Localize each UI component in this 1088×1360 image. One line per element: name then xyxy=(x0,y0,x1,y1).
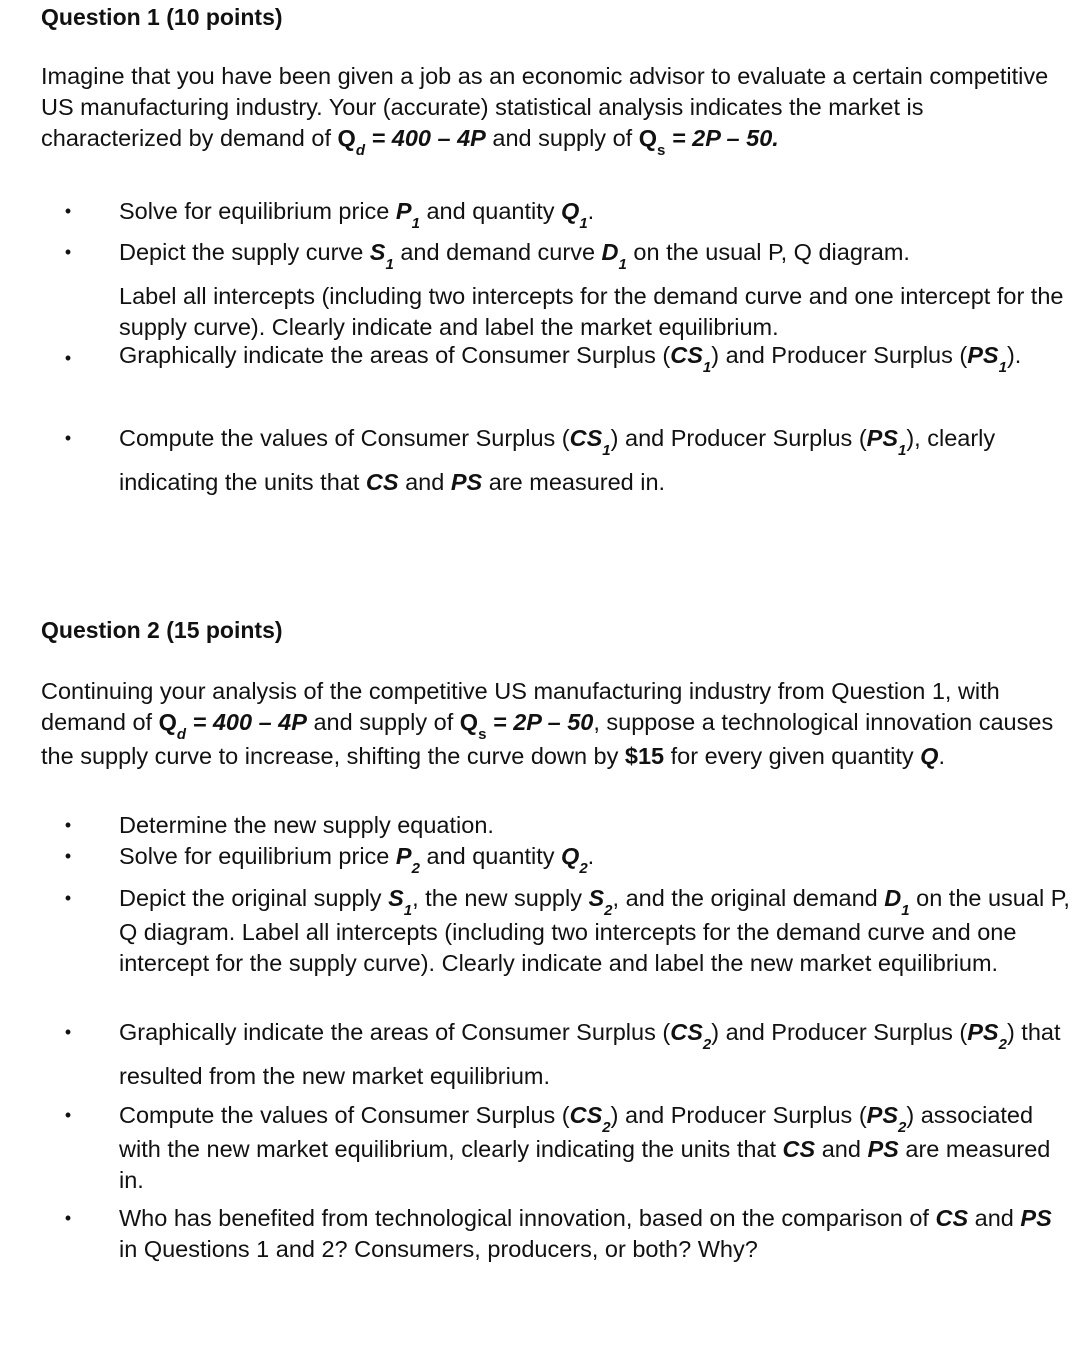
bullet-dot: • xyxy=(64,428,72,448)
bullet-dot: • xyxy=(64,348,72,368)
bullet-dot: • xyxy=(64,888,72,908)
bullet-dot: • xyxy=(64,242,72,262)
q2-heading: Question 2 (15 points) xyxy=(41,617,283,643)
bullet-dot: • xyxy=(64,846,72,866)
bullet-dot: • xyxy=(64,815,72,835)
q1-intro: Imagine that you have been given a job as an economic advisor to evaluate a certain competitive US manufacturing industry. Your (accurate) statistical analysis indicates the market is characterized by demand of $Q_d = 400 - 4P$ and supply of $Q_s = 2P - 50$. xyxy=(41,63,1049,159)
bullet-dot: • xyxy=(64,201,72,221)
bullet-dot: • xyxy=(64,1022,72,1042)
q1-heading: Question 1 (10 points) xyxy=(41,4,283,30)
q2-intro: Continuing your analysis of the competitive US manufacturing industry from Question 1, with demand of $Q_d = 400 - 4P$ and supply of $Q_s = 2P - 50$, suppose a technological innovation causes the supply curve to increase, shifting the curve down by $15 for every given quantity Q. xyxy=(41,678,1054,769)
bullet-dot: • xyxy=(64,1105,72,1125)
bullet-dot: • xyxy=(64,1208,72,1228)
